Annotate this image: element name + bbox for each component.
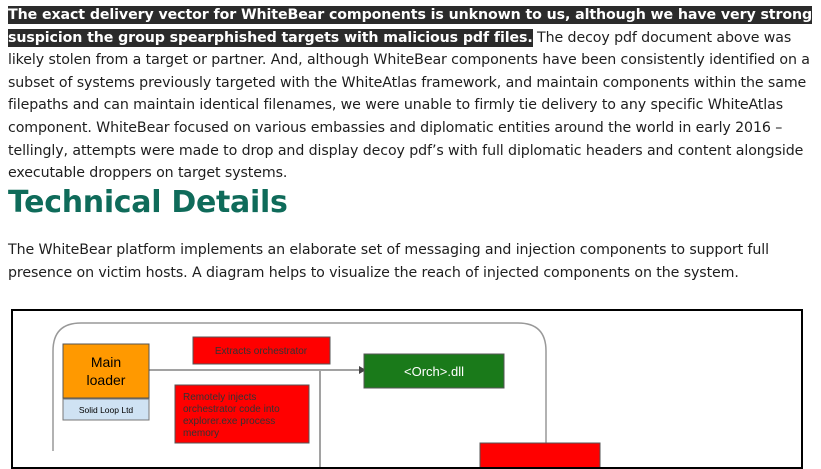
partial-red-box [480,443,600,469]
main-loader-box [63,344,149,398]
main-loader-label-2: loader [86,372,126,388]
intro-paragraph [8,4,814,185]
remote-inject-line-2: orchestrator code into [183,404,280,415]
section-heading: Technical Details [8,185,288,220]
remote-inject-line-3: explorer.exe process [183,416,276,427]
remote-inject-line-1: Remotely injects [183,392,257,403]
remote-inject-line-4: memory [183,428,220,439]
extracts-orchestrator-label: Extracts orchestrator [214,346,308,357]
signer-label: Solid Loop Ltd [78,405,134,415]
body-paragraph: The WhiteBear platform implements an elaborate set of messaging and injection components to support full presence on victim hosts. A diagram helps to visualize the reach of injected components on the system. [8,242,769,281]
article-content [8,4,814,281]
highlighted-text: The exact delivery vector for WhiteBear components is unknown to us, although we have very strong suspicion the group spearphished targets with malicious pdf files. [8,7,813,46]
main-loader-label-1: Main [90,354,122,370]
intro-text: The decoy pdf document above was likely stolen from a target or partner. And, although WhiteBear components have been consistently identified on a subset of systems previously targeted with the WhiteAtlas framework, and maintain components within the same filepaths and can maintain identical filenames, we were unable to firmly tie delivery to any specific WhiteAtlas component. WhiteBear focused on various embassies and diplomatic entities around the world in early 2016 – tellingly, attempts were made to drop and display decoy pdf’s with full diplomatic headers and content alongside executable droppers on target systems. [8,29,810,182]
orch-dll-label: <Orch>.dll [404,364,464,379]
architecture-diagram [11,309,803,469]
diagram-svg [13,311,803,469]
